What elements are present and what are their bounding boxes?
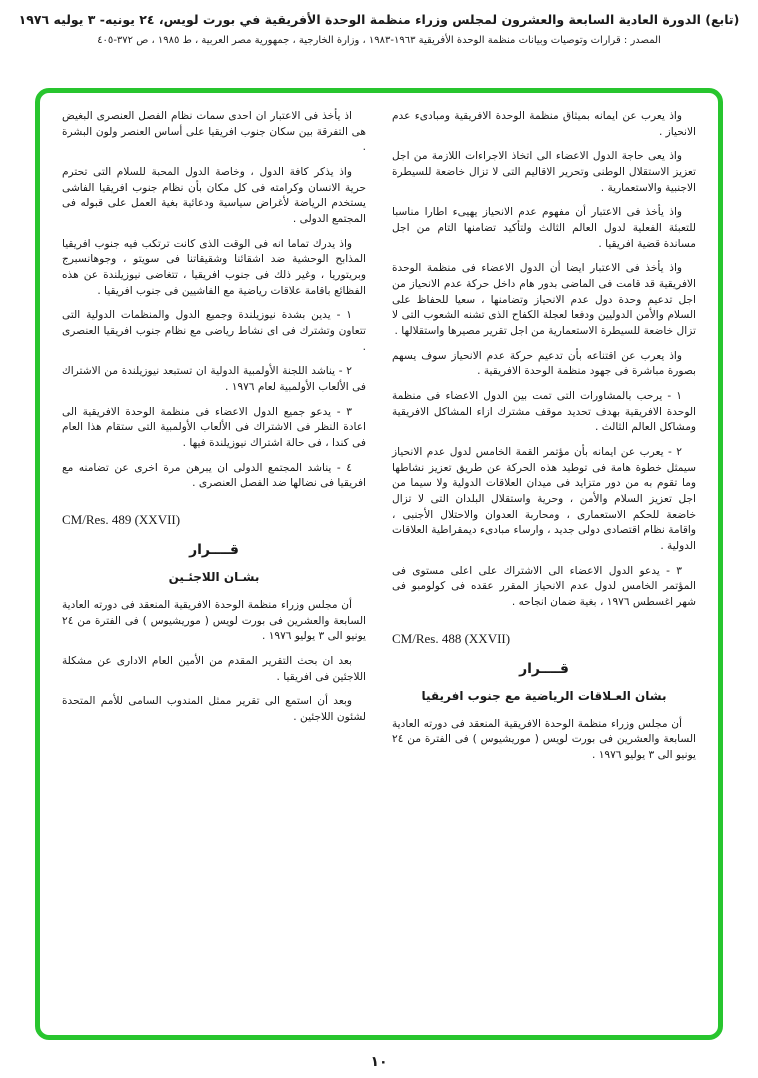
paragraph: واذ يذكر كافة الدول ، وخاصة الدول المحبة للسلام التى تحترم حرية الانسان وكرامته فى كل مكان بأن نظام جنوب افريقيا الفاشى يستخدم الرياضة لأغراض سياسية ودعائية بغية العمل على قبوله فى المجتمع الدولى .: [62, 166, 366, 226]
header-session-title: (تابع) الدورة العادية السابعة والعشرون لمجلس وزراء منظمة الوحدة الأفريقية في بورت لويس، ٢٤ يونيه- ٣ يوليه ١٩٧٦: [18, 12, 740, 27]
page-number: ١٠: [370, 1054, 388, 1070]
paragraph: واذ يدرك تماما انه فى الوقت الذى كانت ترتكب فيه جنوب افريقيا المذابح الوحشية ضد اشقائنا وشقيقاتنا فى سويتو ، وجوهانسبرج وبريتوريا ، وغير ذلك فى جنوب افريقيا ، تتغاضى نيوزيلندة عن هذه الفظائع باقامة علاقات رياضية مع الفاشيين فى جنوب افريقيا .: [62, 237, 366, 297]
paragraph: واذ يأخذ فى الاعتبار أن مفهوم عدم الانحياز يهيىء اطارا مناسبا للتعبئة الفعلية لدول العالم الثالث ولتأكيد تضامنها التام من اجل مساندة قضية افريقيا .: [392, 206, 696, 250]
resolution-heading: قــــرار: [519, 660, 569, 677]
column-right: [392, 109, 696, 1019]
paragraph: أن مجلس وزراء منظمة الوحدة الافريقية المنعقد فى دورته العادية السابعة والعشرين فى بورت لويس ( موريشيوس ) فى الفترة من ٢٤ يونيو الى ٣ يوليو ١٩٧٦ .: [392, 717, 696, 762]
header-source-line: المصدر : قرارات وتوصيات وبيانات منظمة الوحدة الأفريقية ١٩٦٣-١٩٨٣ ، وزارة الخارجية ، جمهورية مصر العربية ، ط ١٩٨٥ ، ص ٣٧٢-٤٠٥: [97, 35, 661, 46]
paragraph: واذ يأخذ فى الاعتبار ايضا أن الدول الاعضاء فى منظمة الوحدة الافريقية قد قامت فى الماضى بدور هام داخل حركة عدم الانحياز من اجل تدعيم وحدة دول عدم الانحياز وتضامنها ، سعيا للحفاظ على السلام والأمن الدوليين ودفعا لعجلة الكفاح الذى تشنه الشعوب التى لا تزال خاضعة للسيطرة الاستعمارية من اجل تقرير مصيرها واستقلالها .: [392, 262, 696, 338]
content-border-box: [35, 88, 723, 1040]
page-header: [0, 0, 758, 49]
paragraph: بعد ان بحث التقرير المقدم من الأمين العام الادارى عن مشكلة اللاجئين فى افريقيا .: [62, 655, 366, 683]
paragraph: وبعد أن استمع الى تقرير ممثل المندوب السامى للأمم المتحدة لشئون اللاجئين .: [62, 695, 366, 724]
paragraph: أن مجلس وزراء منظمة الوحدة الافريقية المنعقد فى دورته العادية السابعة والعشرين فى بورت لويس ( موريشيوس ) فى الفترة من ٢٤ يونيو الى ٣ يوليو ١٩٧٦ .: [62, 599, 366, 643]
paragraph: واذ يعرب عن ايمانه بميثاق منظمة الوحدة الافريقية ومبادىء عدم الانحياز .: [392, 110, 696, 138]
paragraph: ١ - يرحب بالمشاورات التى تمت بين الدول الاعضاء فى منظمة الوحدة الافريقية بهدف تحديد موقف مشترك ازاء المشاكل الافريقية ومشاكل العالم الثالث .: [392, 390, 696, 434]
resolution-ref: CM/Res. 488 (XXVII): [392, 630, 511, 646]
paragraph: اذ يأخذ فى الاعتبار ان احدى سمات نظام الفصل العنصرى البغيض هى التفرقة بين سكان جنوب افريقيا على أساس العنصر ولون البشرة .: [62, 110, 366, 154]
column-left: [62, 109, 366, 1019]
paragraph: ٣ - يدعو جميع الدول الاعضاء فى منظمة الوحدة الافريقية الى اعادة النظر فى الاشتراك فى الألعاب الأولمبية التى ستقام هذا العام فى كندا ، فى حالة اشتراك نيوزيلندة فيها .: [62, 405, 366, 450]
resolution-ref: CM/Res. 489 (XXVII): [62, 512, 181, 528]
paragraph: ٣ - يدعو الدول الاعضاء الى الاشتراك على اعلى مستوى فى المؤتمر الخامس لدول عدم الانحياز المقرر عقده فى كولومبو فى شهر اغسطس ١٩٧٦ ، بغية ضمان انجاحه .: [392, 564, 696, 609]
resolution-subject: بشـان اللاجئـين: [168, 570, 260, 585]
paragraph: ٢ - يناشد اللجنة الأولمبية الدولية ان تستبعد نيوزيلندة من الاشتراك فى الألعاب الأولمبية لعام ١٩٧٦ .: [62, 365, 366, 394]
paragraph: ٢ - يعرب عن ايمانه بأن مؤتمر القمة الخامس لدول عدم الانحياز سيمثل خطوة هامة فى توطيد هذه الحركة عن طريق تعزيز نشاطها وما تقوم به من دور متزايد فى ميدان العلاقات الدولية ولا سيما من اجل تعزيز السلام والأمن ، وحرية واستقلال البلدان التى لا تزال خاضعة للحكم الاستعمارى ، ومحاربة العدوان والاحتلال الأجنبى ، واقامة نظام اقتصادى دولى جديد ، وارساء مبادىء ديمقراطية العلاقات الدولية .: [392, 446, 696, 553]
paragraph: ٤ - يناشد المجتمع الدولى ان يبرهن مرة اخرى عن تضامنه مع افريقيا فى نضالها ضد الفصل العنصرى .: [62, 461, 366, 490]
paragraph: ١ - يدين بشدة نيوزيلندة وجميع الدول والمنظمات الدولية التى تتعاون وتشترك فى اى نشاط رياضى مع نظام جنوب افريقيا العنصرى .: [62, 309, 366, 353]
paragraph: واذ يعرب عن اقتناعه بأن تدعيم حركة عدم الانحياز سوف يسهم بصورة مباشرة فى جهود منظمة الوحدة الافريقية .: [392, 349, 696, 378]
resolution-heading: قــــرار: [189, 542, 239, 559]
resolution-subject: بشان العـلاقات الرياضية مع جنوب افريقيا: [421, 688, 667, 703]
text-columns: [62, 109, 696, 1019]
paragraph: واذ يعى حاجة الدول الاعضاء الى اتخاذ الاجراءات اللازمة من اجل تعزيز الاستقلال الوطنى وتحرير الاقاليم التى لا تزال خاضعة للسيطرة الاجنبية والاستعمارية .: [392, 150, 696, 194]
